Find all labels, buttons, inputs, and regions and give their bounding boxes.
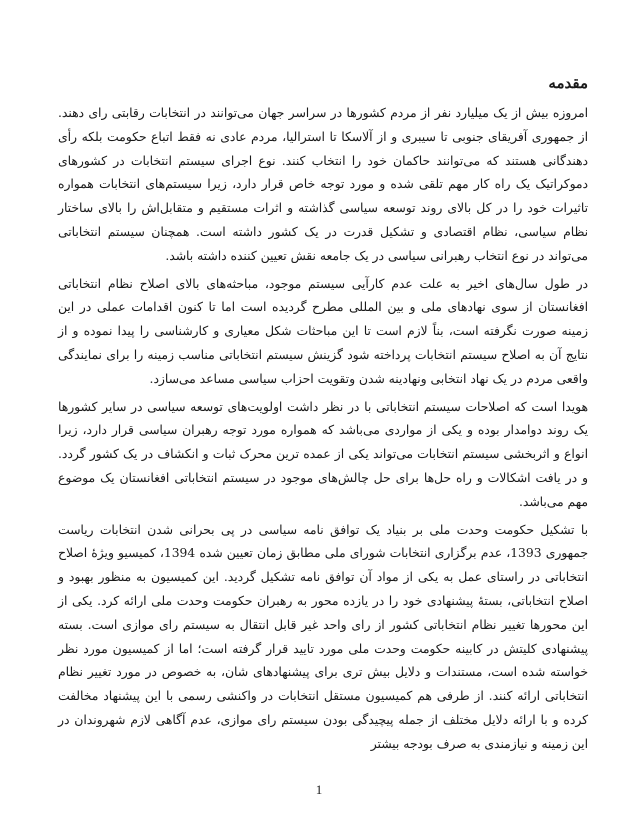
section-heading: مقدمه — [548, 74, 588, 92]
paragraph-2: در طول سال‌های اخیر به علت عدم کارآیی سیستم موجود، مباحثه‌های بالای اصلاح نظام انتخاباتی افغانستان از سوی نهادهای ملی و بین المللی مطرح گردیده است اما تا کنون اقدامات عملی در این زمینه صورت نگرفته است، بناً لازم است تا این مباحثات شکل معیاری و کارشناسی را پیدا نموده و از نتایج آن به اصلاح سیستم انتخابات پرداخته شود گزینش سیستم انتخاباتی مناسب زمینه را برای نمایندگی واقعی مردم در یک نهاد انتخابی ونهادینه شدن وتقویت احزاب سیاسی مساعد می‌سازد. — [58, 276, 588, 386]
paragraph-1: امروزه بیش از یک میلیارد نفر از مردم کشورها در سراسر جهان می‌توانند در انتخابات رقابتی رای دهند. از جمهوری آفریقای جنوبی تا سیبری و از آلاسکا تا استرالیا، مردم عادی نه فقط اتباع حکومت بلکه رأی دهندگانی هستند که می‌توانند حاکمان خود را انتخاب کنند. نوع اجرای سیستم انتخابات در کشورهای دموکراتیک یک راه کار مهم تلقی شده و مورد توجه خاص قرار دارد، زیرا سیستم‌های انتخابات همواره تاثیرات خود را در کل بالای روند توسعه سیاسی گذاشته و اثرات مستقیم و متقابل‌اش را بالای ساختار نظام سیاسی، نظام اقتصادی و تشکیل قدرت در یک کشور داشته است. همچنان سیستم انتخاباتی می‌تواند در نوع انتخاب رهبرانی سیاسی در یک جامعه نقش تعیین کننده داشته باشد. — [58, 106, 588, 263]
paragraph-4: با تشکیل حکومت وحدت ملی بر بنیاد یک توافق نامه سیاسی در پی بحرانی شدن انتخابات ریاست جمهوری 1393، عدم برگزاری انتخابات شورای ملی مطابق زمان تعیین شده 1394، کمیسیو ویژهٔ اصلاح انتخاباتی در راستای عمل به یکی از مواد آن توافق نامه تشکیل گردید. این کمیسیون به منظور بهبود و اصلاح انتخاباتی، بستهٔ پیشنهادی خود را در یازده محور به رهبران حکومت وحدت ملی ارائه کرد. یکی از این محورها تغییر نظام انتخاباتی کشور از رای واحد غیر قابل انتقال به سیستم رای موازی است. بسته پیشنهادی کلیتش در کابینه حکومت وحدت ملی مورد تایید قرار گرفته است؛ اما از کمیسیون مورد نظر خواسته شده است، مستندات و دلایل بیش تری برای پیشنهادهای شان، به خصوص در مورد تغییر نظام انتخاباتی ارائه کنند. از طرفی هم کمیسیون مستقل انتخابات در واکنشی رسمی با این پیشنهاد مخالفت کرده و با ارائه دلایل مختلف از جمله پیچیدگی بودن سیستم رای موازی، عدم آگاهی لازم شهروندان در این زمینه و نیازمندی به صرف بودجه بیشتر — [58, 522, 588, 751]
document-page — [58, 72, 588, 761]
paragraph-3: هویدا است که اصلاحات سیستم انتخاباتی با در نظر داشت اولویت‌های توسعه سیاسی در سایر کشورها یک روند دوامدار بوده و یکی از مواردی می‌باشد که همواره مورد توجه رهبران سیاسی قرار دارد، زیرا انواع و اثربخشی سیستم انتخابات می‌تواند یکی از عمده ترین محرک ثبات و انکشاف در یک کشور گردد. و در یافت اشکالات و راه حل‌ها برای حل چالش‌های موجود در سیستم انتخاباتی افغانستان یک موضوع مهم می‌باشد. — [58, 399, 588, 509]
page-number: 1 — [315, 782, 323, 797]
